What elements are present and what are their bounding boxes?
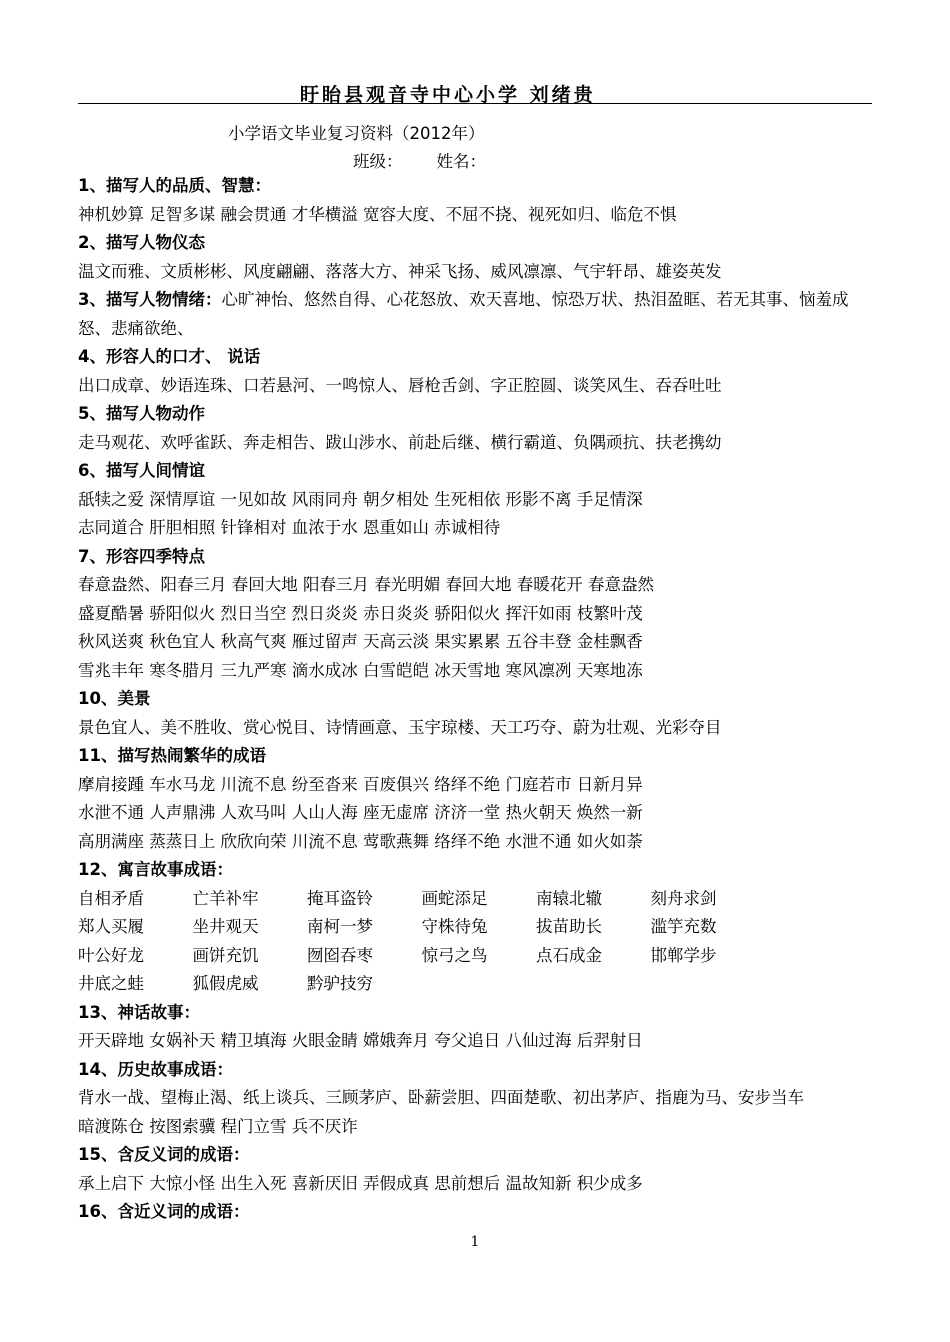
idiom-cell: 狐假虎威 <box>192 974 259 993</box>
content-body <box>78 172 878 1227</box>
idiom-cell: 画蛇添足 <box>421 888 488 908</box>
idiom-line: 开天辟地 女娲补天 精卫填海 火眼金睛 嫦娥奔月 夸父追日 八仙过海 后羿射日 <box>78 1031 643 1050</box>
idiom-cell: 惊弓之鸟 <box>421 945 488 965</box>
idiom-cell: 邯郸学步 <box>650 945 717 965</box>
section-heading: 6、描写人间情谊 <box>78 461 205 480</box>
idiom-cell: 井底之蛙 <box>78 974 144 993</box>
name-label: 姓名： <box>436 152 486 171</box>
idiom-text: 心旷神怡、悠然自得、心花怒放、欢天喜地、惊恐万状、热泪盈眶、若无其事、恼羞成怒、悲痛欲绝、 <box>78 290 849 338</box>
idiom-cell: 掩耳盗铃 <box>307 888 373 908</box>
idiom-row <box>78 942 878 971</box>
page-number: 1 <box>470 1234 480 1250</box>
idiom-cell: 滥竽充数 <box>650 917 717 936</box>
section-heading: 7、形容四季特点 <box>78 546 205 566</box>
section-heading: 15、含反义词的成语： <box>78 1145 250 1164</box>
idiom-cell: 画饼充饥 <box>192 945 259 965</box>
idiom-cell: 郑人买履 <box>78 917 144 936</box>
idiom-line: 景色宜人、美不胜收、赏心悦目、诗情画意、玉宇琼楼、天工巧夺、蔚为壮观、光彩夺目 <box>78 717 722 737</box>
class-label: 班级： <box>353 152 403 171</box>
section-heading: 12、寓言故事成语： <box>78 860 233 879</box>
idiom-line: 背水一战、望梅止渴、纸上谈兵、三顾茅庐、卧薪尝胆、四面楚歌、初出茅庐、指鹿为马、安步当车 <box>78 1088 804 1107</box>
idiom-cell: 南辕北辙 <box>536 888 602 908</box>
idiom-cell: 囫囵吞枣 <box>307 945 373 965</box>
idiom-line: 盛夏酷暑 骄阳似火 烈日当空 烈日炎炎 赤日炎炎 骄阳似火 挥汗如雨 枝繁叶茂 <box>78 603 643 623</box>
section-paragraph <box>78 286 878 343</box>
section-heading: 16、含近义词的成语： <box>78 1202 250 1221</box>
section-heading: 10、美景 <box>78 689 151 708</box>
section-heading: 3、描写人物情绪： <box>78 290 222 309</box>
idiom-line: 雪兆丰年 寒冬腊月 三九严寒 滴水成冰 白雪皑皑 冰天雪地 寒风凛冽 天寒地冻 <box>78 660 643 680</box>
idiom-line: 出口成章、妙语连珠、口若悬河、一鸣惊人、唇枪舌剑、字正腔圆、谈笑风生、吞吞吐吐 <box>78 375 722 395</box>
idiom-line: 走马观花、欢呼雀跃、奔走相告、跋山涉水、前赴后继、横行霸道、负隅顽抗、扶老携幼 <box>78 432 722 452</box>
idiom-cell: 坐井观天 <box>192 917 259 936</box>
idiom-cell: 亡羊补牢 <box>192 888 259 908</box>
section-heading: 14、历史故事成语： <box>78 1059 233 1079</box>
section-heading: 4、形容人的口才、 说话 <box>78 347 261 366</box>
idiom-line: 高朋满座 蒸蒸日上 欣欣向荣 川流不息 莺歌燕舞 络绎不绝 水泄不通 如火如荼 <box>78 831 643 851</box>
idiom-cell: 点石成金 <box>536 945 602 965</box>
idiom-line: 春意盎然、阳春三月 春回大地 阳春三月 春光明媚 春回大地 春暖花开 春意盎然 <box>78 575 654 594</box>
idiom-line: 秋风送爽 秋色宜人 秋高气爽 雁过留声 天高云淡 果实累累 五谷丰登 金桂飘香 <box>78 632 643 651</box>
section-heading: 11、描写热闹繁华的成语 <box>78 746 266 765</box>
idiom-line: 摩肩接踵 车水马龙 川流不息 纷至沓来 百废俱兴 络绎不绝 门庭若市 日新月异 <box>78 774 643 794</box>
idiom-line: 水泄不通 人声鼎沸 人欢马叫 人山人海 座无虚席 济济一堂 热火朝天 焕然一新 <box>78 803 643 822</box>
section-heading: 5、描写人物动作 <box>78 404 205 423</box>
idiom-line: 神机妙算 足智多谋 融会贯通 才华横溢 宽容大度、不屈不挠、视死如归、临危不惧 <box>78 204 677 224</box>
idiom-line: 暗渡陈仓 按图索骥 程门立雪 兵不厌诈 <box>78 1116 358 1136</box>
idiom-row <box>78 885 878 914</box>
idiom-row <box>78 970 878 999</box>
idiom-cell: 黔驴技穷 <box>307 974 373 993</box>
section-heading: 2、描写人物仪态 <box>78 233 205 252</box>
running-head: 盱眙县观音寺中心小学 刘绪贵 <box>300 84 596 106</box>
section-heading: 1、描写人的品质、智慧： <box>78 176 271 195</box>
idiom-line: 承上启下 大惊小怪 出生入死 喜新厌旧 弄假成真 思前想后 温故知新 积少成多 <box>78 1173 643 1193</box>
class-name-line <box>353 148 486 172</box>
header-rule <box>78 103 872 104</box>
idiom-row <box>78 913 878 942</box>
idiom-line: 舐犊之爱 深情厚谊 一见如故 风雨同舟 朝夕相处 生死相依 形影不离 手足情深 <box>78 489 643 509</box>
idiom-cell: 刻舟求剑 <box>650 888 717 908</box>
idiom-cell: 叶公好龙 <box>78 945 144 965</box>
idiom-cell: 自相矛盾 <box>78 888 144 908</box>
idiom-cell: 守株待兔 <box>421 917 488 936</box>
document-title: 小学语文毕业复习资料（2012年） <box>228 124 485 143</box>
idiom-line: 志同道合 肝胆相照 针锋相对 血浓于水 恩重如山 赤诚相待 <box>78 518 501 537</box>
idiom-cell: 南柯一梦 <box>307 917 373 936</box>
section-heading: 13、神话故事： <box>78 1002 200 1022</box>
idiom-cell: 拔苗助长 <box>536 917 602 936</box>
idiom-line: 温文而雅、文质彬彬、风度翩翩、落落大方、神采飞扬、威风凛凛、气宇轩昂、雄姿英发 <box>78 261 722 281</box>
